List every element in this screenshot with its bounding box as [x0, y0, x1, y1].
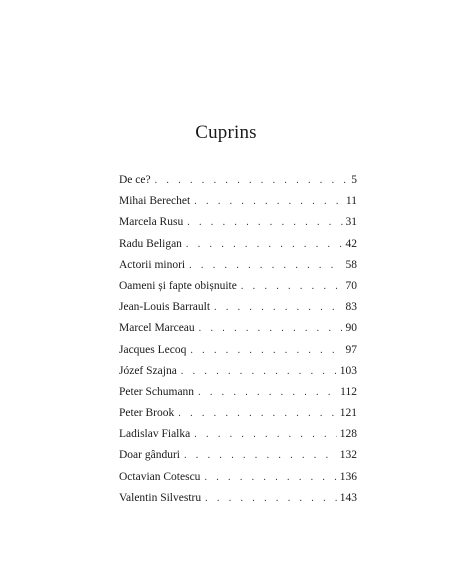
toc-entry-title: Peter Schumann	[119, 385, 195, 398]
toc-entry-title: De ce?	[119, 174, 151, 186]
toc-entry-page: 11	[345, 195, 357, 208]
toc-entry-page: 58	[345, 258, 357, 271]
toc-dot-leader	[194, 193, 343, 211]
toc-dot-leader	[205, 490, 337, 508]
toc-entry	[119, 341, 357, 362]
toc-entry-title: Actorii minori	[119, 258, 186, 271]
toc-entry-page: 143	[339, 491, 357, 504]
toc-entry-page: 5	[351, 174, 357, 186]
toc-entry	[119, 235, 357, 256]
toc-entry	[119, 277, 357, 298]
toc-entry	[119, 489, 357, 510]
toc-entry-title: Valentin Silvestru	[119, 491, 202, 504]
toc-entry	[119, 192, 357, 213]
toc-entry	[119, 256, 357, 277]
toc-dot-leader	[184, 447, 337, 465]
toc-entry-title: Octavian Cotescu	[119, 470, 201, 483]
toc-entry-title: Peter Brook	[119, 407, 175, 420]
toc-entry-title: Jean-Louis Barrault	[119, 301, 211, 314]
toc-entry-page: 121	[339, 407, 357, 420]
toc-entry-page: 90	[345, 322, 357, 335]
toc-entry	[119, 319, 357, 340]
toc-entry-page: 103	[339, 364, 357, 377]
toc-entry-title: Jacques Lecoq	[119, 343, 187, 356]
toc-dot-leader	[194, 426, 337, 444]
toc-entry-page: 31	[345, 216, 357, 229]
toc-entry-page: 136	[339, 470, 357, 483]
toc-dot-leader	[187, 214, 342, 232]
page-title: Cuprins	[195, 122, 257, 143]
toc-entry-page: 70	[345, 279, 357, 292]
toc-entry	[119, 213, 357, 234]
toc-entry-page: 42	[345, 237, 357, 250]
toc-dot-leader	[155, 172, 349, 190]
toc-dot-leader	[214, 299, 342, 317]
toc-entry-title: Marcel Marceau	[119, 322, 195, 335]
toc-entry-title: Oameni și fapte obișnuite	[119, 279, 237, 292]
toc-entry-title: Mihai Berechet	[119, 195, 191, 208]
toc-entry	[119, 446, 357, 467]
toc-entry	[119, 425, 357, 446]
toc-dot-leader	[204, 469, 336, 487]
toc-entry-title: Radu Beligan	[119, 237, 182, 250]
toc-entry-page: 132	[339, 449, 357, 462]
toc-dot-leader	[199, 320, 343, 338]
toc-dot-leader	[186, 236, 343, 254]
toc-entry	[119, 468, 357, 489]
toc-entry-title: Ladislav Fialka	[119, 428, 191, 441]
toc-entry-page: 83	[345, 301, 357, 314]
toc-entry-title: Józef Szajna	[119, 364, 177, 377]
table-of-contents	[119, 171, 357, 510]
toc-dot-leader	[198, 384, 337, 402]
toc-dot-leader	[178, 405, 336, 423]
toc-entry-title: Marcela Rusu	[119, 216, 184, 229]
toc-entry	[119, 404, 357, 425]
toc-entry-page: 128	[339, 428, 357, 441]
toc-dot-leader	[241, 278, 343, 296]
toc-entry-title: Doar gânduri	[119, 449, 180, 462]
toc-entry-page: 97	[345, 343, 357, 356]
toc-dot-leader	[181, 363, 337, 381]
toc-dot-leader	[189, 257, 342, 275]
toc-dot-leader	[190, 342, 342, 360]
toc-entry	[119, 383, 357, 404]
toc-entry	[119, 298, 357, 319]
toc-entry	[119, 171, 357, 192]
toc-entry	[119, 362, 357, 383]
toc-entry-page: 112	[340, 385, 357, 398]
